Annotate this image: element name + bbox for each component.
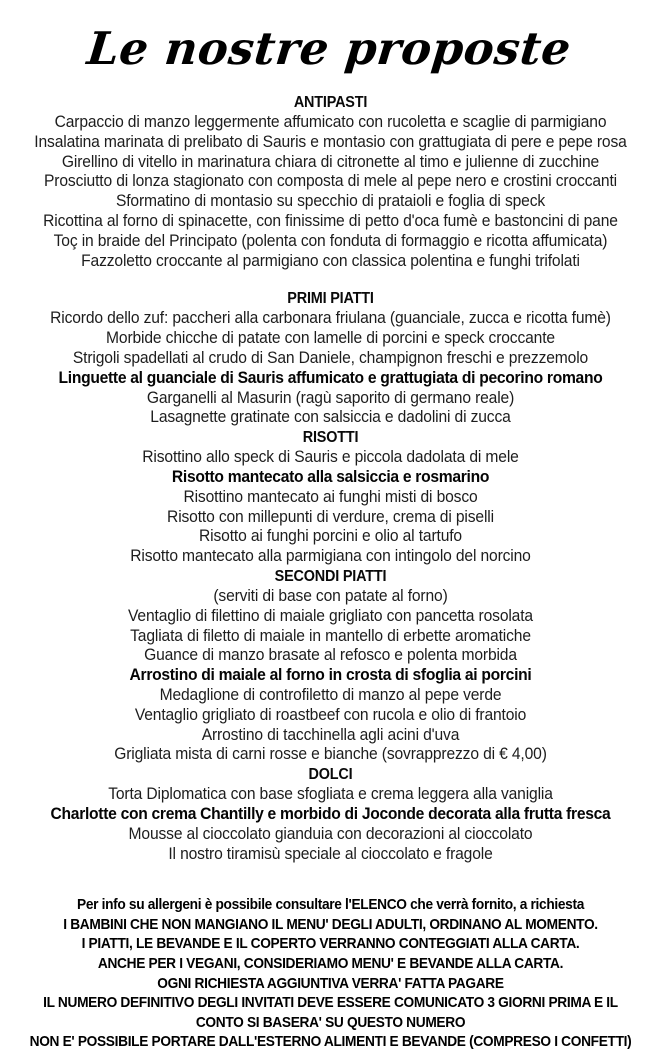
footer-notes xyxy=(8,896,653,1053)
menu-item: Tagliata di filetto di maiale in mantello di erbette aromatiche xyxy=(130,626,531,645)
menu-item: Grigliata mista di carni rosse e bianche (sovrapprezzo di € 4,00) xyxy=(114,745,547,764)
footer-note: NON E' POSSIBILE PORTARE DALL'ESTERNO ALIMENTI E BEVANDE (COMPRESO I CONFETTI) xyxy=(29,1034,632,1051)
menu-item: Toç in braide del Principato (polenta con fonduta di formaggio e ricotta affumicata) xyxy=(53,231,608,250)
section-header: RISOTTI xyxy=(302,429,359,447)
menu-item: Il nostro tiramisù speciale al cioccolato e fragole xyxy=(168,844,493,863)
menu-item: Risotto con millepunti di verdure, crema di piselli xyxy=(167,507,494,526)
menu-item: Morbide chicche di patate con lamelle di porcini e speck croccante xyxy=(106,329,555,348)
menu-item: Ricottina al forno di spinacette, con finissime di petto d'oca fumè e bastoncini di pane xyxy=(43,211,618,230)
footer-note: ANCHE PER I VEGANI, CONSIDERIAMO MENU' E BEVANDE ALLA CARTA. xyxy=(97,956,564,973)
menu-item: Risotto ai funghi porcini e olio al tartufo xyxy=(199,527,462,546)
menu-item: Mousse al cioccolato gianduia con decorazioni al cioccolato xyxy=(128,824,533,843)
menu-item: Lasagnette gratinate con salsiccia e dadolini di zucca xyxy=(150,408,511,427)
menu-item: Fazzoletto croccante al parmigiano con classica polentina e funghi trifolati xyxy=(81,251,580,270)
section-header: DOLCI xyxy=(308,766,353,784)
page-title: Le nostre proposte xyxy=(84,22,574,75)
menu-item: Prosciutto di lonza stagionato con composta di mele al pepe nero e crostini croccanti xyxy=(44,172,617,191)
menu-item: Risotto mantecato alla parmigiana con intingolo del norcino xyxy=(130,547,531,566)
footer-note: CONTO SI BASERA' SU QUESTO NUMERO xyxy=(195,1014,466,1031)
menu-section xyxy=(8,93,653,271)
menu-item: Ventaglio grigliato di roastbeef con rucola e olio di frantoio xyxy=(134,705,527,724)
footer-note: I BAMBINI CHE NON MANGIANO IL MENU' DEGLI ADULTI, ORDINANO AL MOMENTO. xyxy=(63,916,598,933)
menu-item: Torta Diplomatica con base sfogliata e crema leggera alla vaniglia xyxy=(108,785,553,804)
menu-item: Risotto mantecato alla salsiccia e rosmarino xyxy=(171,467,490,486)
menu-item: Risottino allo speck di Sauris e piccola dadolata di mele xyxy=(142,448,519,467)
footer-note: I PIATTI, LE BEVANDE E IL COPERTO VERRANNO CONTEGGIATI ALLA CARTA. xyxy=(81,936,580,953)
menu-item: Risottino mantecato ai funghi misti di bosco xyxy=(183,487,478,506)
menu-item: Garganelli al Masurin (ragù saporito di germano reale) xyxy=(146,388,515,407)
menu-item: Carpaccio di manzo leggermente affumicato con rucoletta e scaglie di parmigiano xyxy=(54,113,607,131)
menu-item: Strigoli spadellati al crudo di San Daniele, champignon freschi e prezzemolo xyxy=(72,348,589,367)
menu-section xyxy=(8,567,653,765)
menu-item: Ricordo dello zuf: paccheri alla carbonara friulana (guanciale, zucca e ricotta fumè) xyxy=(50,309,611,328)
menu-item: Charlotte con crema Chantilly e morbido di Joconde decorata alla frutta fresca xyxy=(50,804,611,823)
menu-section xyxy=(8,289,653,428)
menu-sections xyxy=(8,93,653,864)
section-header: ANTIPASTI xyxy=(293,94,368,111)
menu-item: Arrostino di maiale al forno in crosta di sfoglia ai porcini xyxy=(129,666,532,685)
menu-item: Insalatina marinata di prelibato di Sauris e montasio con grattugiata di pere e pepe rosa xyxy=(34,132,627,151)
menu-item: Medaglione di controfiletto di manzo al pepe verde xyxy=(159,685,502,704)
menu-item: (serviti di base con patate al forno) xyxy=(213,586,448,605)
section-header: SECONDI PIATTI xyxy=(274,567,387,585)
menu-item: Sformatino di montasio su specchio di prataioli e foglia di speck xyxy=(115,192,546,211)
section-header: PRIMI PIATTI xyxy=(287,290,374,308)
footer-note: IL NUMERO DEFINITIVO DEGLI INVITATI DEVE ESSERE COMUNICATO 3 GIORNI PRIMA E IL xyxy=(43,995,618,1012)
menu-item: Girellino di vitello in marinatura chiara di citronette al timo e julienne di zucchine xyxy=(61,152,600,171)
footer-note: Per info su allergeni è possibile consultare l'ELENCO che verrà fornito, a richiesta xyxy=(77,897,584,914)
menu-section xyxy=(8,765,653,864)
menu-item: Linguette al guanciale di Sauris affumicato e grattugiata di pecorino romano xyxy=(58,368,603,387)
menu-section xyxy=(8,428,653,567)
menu-item: Guance di manzo brasate al refosco e polenta morbida xyxy=(144,646,517,665)
footer-note: OGNI RICHIESTA AGGIUNTIVA VERRA' FATTA PAGARE xyxy=(157,975,504,992)
menu-item: Arrostino di tacchinella agli acini d'uva xyxy=(201,725,460,744)
menu-item: Ventaglio di filettino di maiale grigliato con pancetta rosolata xyxy=(128,606,533,625)
